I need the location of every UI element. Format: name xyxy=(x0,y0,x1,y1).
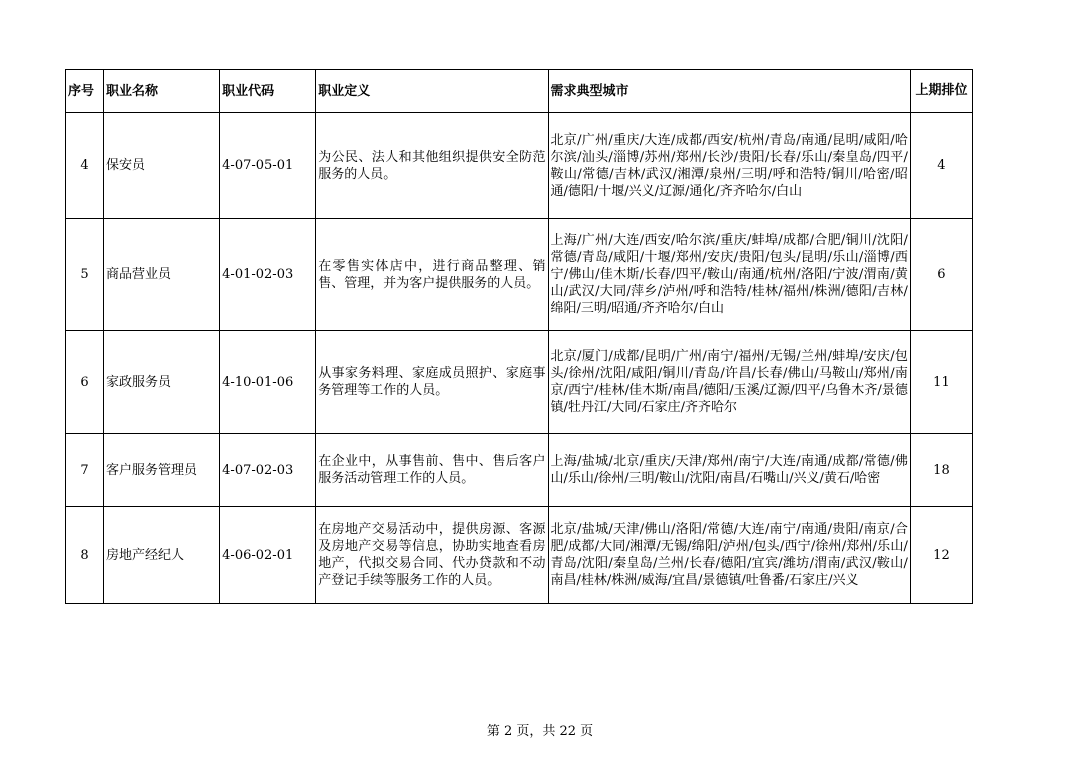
table-row xyxy=(66,507,973,604)
cell-occupation-name: 商品营业员 xyxy=(104,219,220,331)
cell-no: 4 xyxy=(66,113,104,219)
cell-occupation-definition: 从事家务料理、家庭成员照护、家庭事务管理等工作的人员。 xyxy=(316,331,548,434)
table-row xyxy=(66,113,973,219)
header-previous-rank: 上期排位 xyxy=(910,70,972,113)
occupation-table xyxy=(65,69,973,604)
cell-occupation-definition: 在房地产交易活动中，提供房源、客源及房地产交易等信息，协助实地查看房地产，代拟交易合同、代办贷款和不动产登记手续等服务工作的人员。 xyxy=(316,507,548,604)
cell-typical-cities: 上海/广州/大连/西安/哈尔滨/重庆/蚌埠/成都/合肥/铜川/沈阳/常德/青岛/咸阳/十堰/郑州/安庆/贵阳/包头/昆明/乐山/淄博/西宁/佛山/佳木斯/长春/四平/鞍山/南通/杭州/洛阳/宁波/渭南/黄山/武汉/大同/萍乡/泸州/呼和浩特/桂林/福州/株洲/德阳/吉林/绵阳/三明/昭通/齐齐哈尔/白山 xyxy=(548,219,910,331)
cell-previous-rank: 4 xyxy=(910,113,972,219)
cell-occupation-code: 4-01-02-03 xyxy=(220,219,316,331)
cell-no: 6 xyxy=(66,331,104,434)
cell-previous-rank: 12 xyxy=(910,507,972,604)
cell-occupation-code: 4-06-02-01 xyxy=(220,507,316,604)
cell-previous-rank: 11 xyxy=(910,331,972,434)
cell-occupation-definition: 在零售实体店中，进行商品整理、销售、管理，并为客户提供服务的人员。 xyxy=(316,219,548,331)
cell-typical-cities: 北京/盐城/天津/佛山/洛阳/常德/大连/南宁/南通/贵阳/南京/合肥/成都/大同/湘潭/无锡/绵阳/泸州/包头/西宁/徐州/郑州/乐山/青岛/沈阳/秦皇岛/兰州/长春/德阳/宜宾/潍坊/渭南/武汉/鞍山/南昌/桂林/株洲/威海/宜昌/景德镇/吐鲁番/石家庄/兴义 xyxy=(548,507,910,604)
page-number-footer: 第 2 页，共 22 页 xyxy=(486,724,594,739)
cell-occupation-name: 客户服务管理员 xyxy=(104,434,220,507)
table-row xyxy=(66,434,973,507)
cell-occupation-definition: 为公民、法人和其他组织提供安全防范服务的人员。 xyxy=(316,113,548,219)
cell-occupation-definition: 在企业中，从事售前、售中、售后客户服务活动管理工作的人员。 xyxy=(316,434,548,507)
header-occupation-name: 职业名称 xyxy=(104,70,220,113)
table-header-row xyxy=(66,70,973,113)
table-row xyxy=(66,219,973,331)
cell-no: 8 xyxy=(66,507,104,604)
cell-occupation-code: 4-10-01-06 xyxy=(220,331,316,434)
cell-occupation-name: 保安员 xyxy=(104,113,220,219)
header-occupation-code: 职业代码 xyxy=(220,70,316,113)
cell-occupation-code: 4-07-05-01 xyxy=(220,113,316,219)
cell-no: 5 xyxy=(66,219,104,331)
header-occupation-definition: 职业定义 xyxy=(316,70,548,113)
cell-previous-rank: 6 xyxy=(910,219,972,331)
cell-occupation-name: 家政服务员 xyxy=(104,331,220,434)
header-no: 序号 xyxy=(66,70,104,113)
cell-typical-cities: 北京/厦门/成都/昆明/广州/南宁/福州/无锡/兰州/蚌埠/安庆/包头/徐州/沈阳/咸阳/铜川/青岛/许昌/长春/佛山/马鞍山/郑州/南京/西宁/桂林/佳木斯/南昌/德阳/玉溪/辽源/四平/乌鲁木齐/景德镇/牡丹江/大同/石家庄/齐齐哈尔 xyxy=(548,331,910,434)
cell-typical-cities: 北京/广州/重庆/大连/成都/西安/杭州/青岛/南通/昆明/咸阳/哈尔滨/汕头/淄博/苏州/郑州/长沙/贵阳/长春/乐山/秦皇岛/四平/鞍山/常德/吉林/武汉/湘潭/泉州/三明/呼和浩特/铜川/哈密/昭通/德阳/十堰/兴义/辽源/通化/齐齐哈尔/白山 xyxy=(548,113,910,219)
cell-previous-rank: 18 xyxy=(910,434,972,507)
table-row xyxy=(66,331,973,434)
header-typical-cities: 需求典型城市 xyxy=(548,70,910,113)
cell-occupation-code: 4-07-02-03 xyxy=(220,434,316,507)
cell-no: 7 xyxy=(66,434,104,507)
cell-occupation-name: 房地产经纪人 xyxy=(104,507,220,604)
cell-typical-cities: 上海/盐城/北京/重庆/天津/郑州/南宁/大连/南通/成都/常德/佛山/乐山/徐州/三明/鞍山/沈阳/南昌/石嘴山/兴义/黄石/哈密 xyxy=(548,434,910,507)
